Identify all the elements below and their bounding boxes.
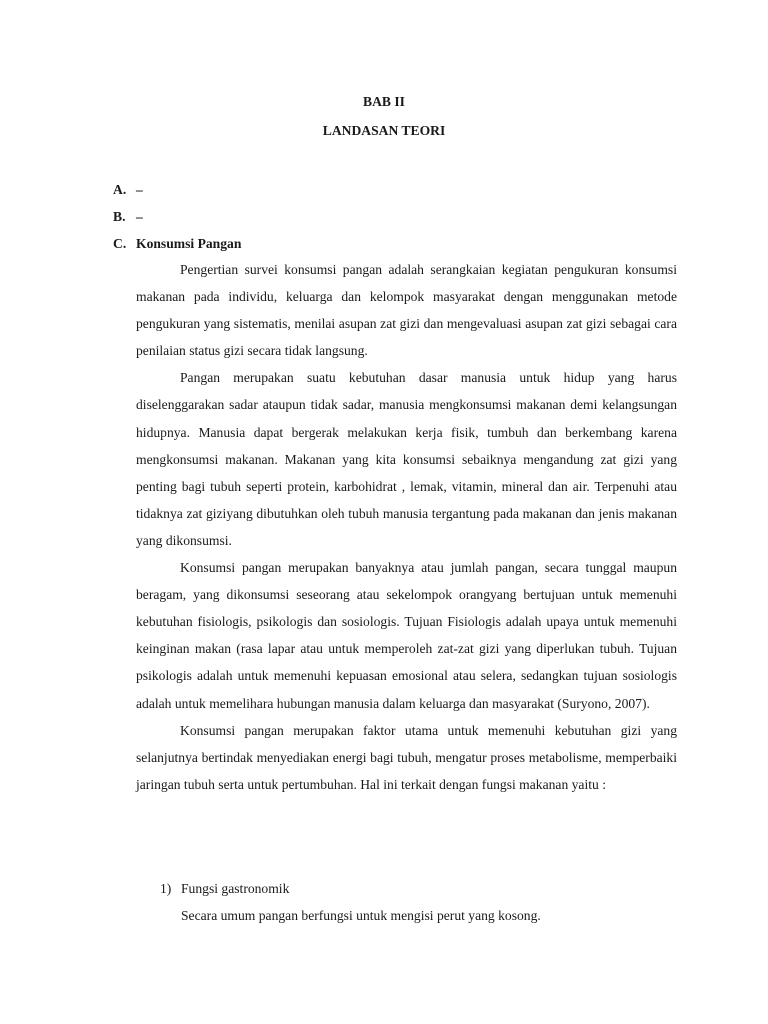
chapter-title: LANDASAN TEORI bbox=[322, 123, 446, 138]
chapter-number: BAB II bbox=[363, 94, 405, 109]
paragraph: Konsumsi pangan merupakan faktor utama untuk memenuhi kebutuhan gizi yang selanjutnya bertindak menyediakan energi bagi tubuh, mengatur proses metabolisme, memperbaiki jaringan tubuh serta untuk pertumbuhan. Hal ini terkait dengan fungsi makanan yaitu : bbox=[136, 722, 677, 792]
paragraph: Pengertian survei konsumsi pangan adalah serangkaian kegiatan pengukuran konsumsi makanan pada individu, keluarga dan kelompok masyarakat dengan menggunakan metode pengukuran yang sistematis, menilai asupan zat gizi dan mengevaluasi asupan zat gizi sebagai cara penilaian status gizi secara tidak langsung. bbox=[136, 262, 677, 359]
paragraph: Konsumsi pangan merupakan banyaknya atau jumlah pangan, secara tunggal maupun beragam, yang dikonsumsi seseorang atau sekelompok orangyang bertujuan untuk memenuhi kebutuhan fisiologis, psikologis dan sosiologis. Tujuan Fisiologis adalah upaya untuk memenuhi keinginan makan (rasa lapar atau untuk memperoleh zat-zat gizi yang diperlukan tubuh. Tujuan psikologis adalah untuk memenuhi kepuasan emosional atau selera, sedangkan tujuan sosiologis adalah untuk memelihara hubungan manusia dalam keluarga dan masyarakat (Suryono, 2007). bbox=[136, 560, 677, 711]
section-title: – bbox=[136, 209, 143, 224]
section-label: C. bbox=[113, 236, 127, 251]
section-title: Konsumsi Pangan bbox=[136, 236, 242, 251]
section-a bbox=[113, 182, 143, 198]
list-item bbox=[160, 875, 289, 902]
section-title: – bbox=[136, 182, 143, 197]
list-item-text: Secara umum pangan berfungsi untuk mengisi perut yang kosong. bbox=[181, 908, 541, 923]
section-b bbox=[113, 209, 143, 225]
list-title: Fungsi gastronomik bbox=[181, 881, 290, 896]
section-label: A. bbox=[113, 182, 127, 197]
section-c-body bbox=[136, 256, 677, 798]
section-label: B. bbox=[113, 209, 126, 224]
list-number: 1) bbox=[160, 881, 172, 896]
section-c bbox=[113, 236, 241, 252]
paragraph: Pangan merupakan suatu kebutuhan dasar manusia untuk hidup yang harus diselenggarakan sadar ataupun tidak sadar, manusia mengkonsumsi makanan demi kelangsungan hidupnya. Manusia dapat bergerak melakukan kerja fisik, tumbuh dan berkembang karena mengkonsumsi makanan. Makanan yang kita konsumsi sebaiknya mengandung zat gizi yang penting bagi tubuh seperti protein, karbohidrat , lemak, vitamin, mineral dan air. Terpenuhi atau tidaknya zat giziyang dibutuhkan oleh tubuh manusia tergantung pada makanan dan jenis makanan yang dikonsumsi. bbox=[136, 370, 677, 548]
